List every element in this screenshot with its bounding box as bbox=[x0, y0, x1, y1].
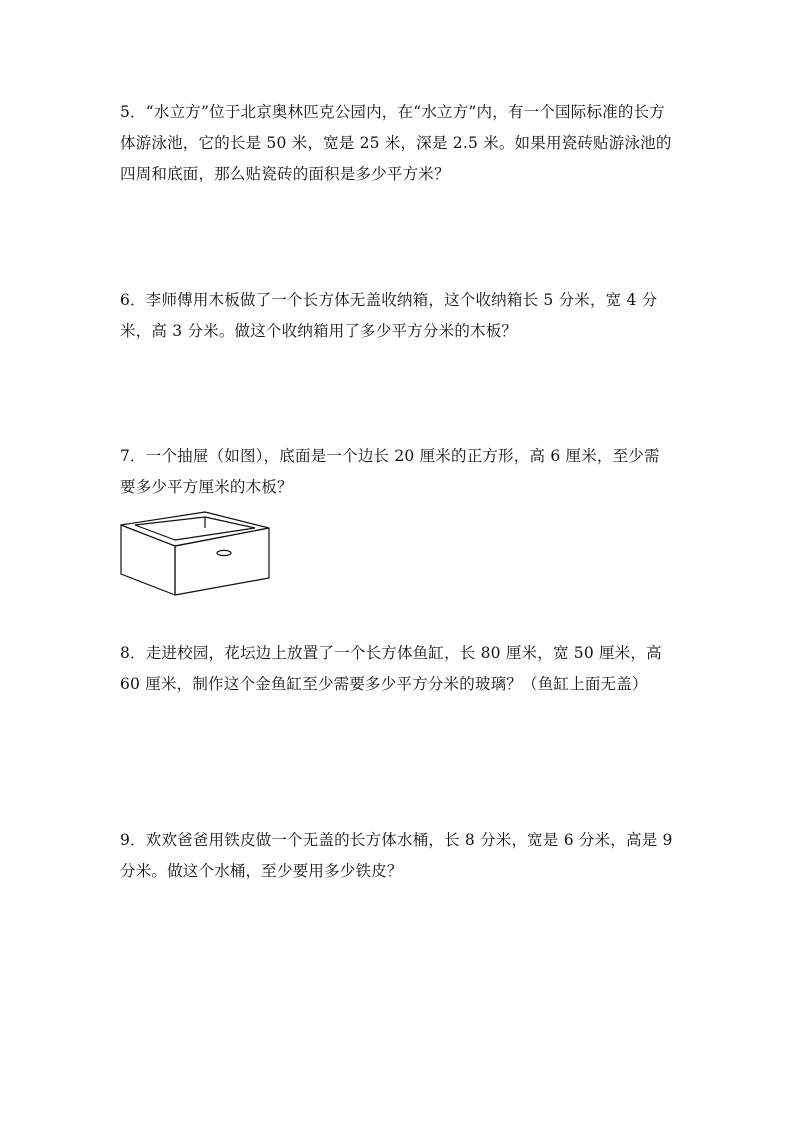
problem-7 bbox=[120, 441, 676, 503]
problem-6-line-2: 米，高 3 分米。做这个收纳箱用了多少平方分米的木板？ bbox=[120, 322, 518, 340]
problem-8-line-2: 60 厘米，制作这个金鱼缸至少需要多少平方分米的玻璃？（鱼缸上面无盖） bbox=[120, 675, 648, 693]
problem-6-line-1: 6．李师傅用木板做了一个长方体无盖收纳箱，这个收纳箱长 5 分米，宽 4 分 bbox=[120, 291, 658, 309]
problem-5-line-2: 体游泳池，它的长是 50 米，宽是 25 米，深是 2.5 米。如果用瓷砖贴游泳池的 bbox=[120, 134, 672, 152]
problem-7-line-1: 7．一个抽屉（如图），底面是一个边长 20 厘米的正方形，高 6 厘米，至少需 bbox=[120, 447, 660, 465]
problem-5 bbox=[120, 97, 676, 190]
problem-7-line-2: 要多少平方厘米的木板？ bbox=[120, 478, 293, 496]
problem-9 bbox=[120, 825, 676, 887]
drawer-left-face bbox=[121, 525, 175, 595]
problem-9-line-1: 9．欢欢爸爸用铁皮做一个无盖的长方体水桶，长 8 分米，宽是 6 分米，高是 9 bbox=[120, 831, 673, 849]
drawer-figure bbox=[119, 510, 271, 596]
drawer-inner-back-edge bbox=[135, 517, 255, 528]
problem-6 bbox=[120, 285, 676, 347]
problem-5-line-3: 四周和底面，那么贴瓷砖的面积是多少平方米？ bbox=[120, 165, 450, 183]
problem-8-line-1: 8．走进校园，花坛边上放置了一个长方体鱼缸，长 80 厘米，宽 50 厘米，高 bbox=[120, 644, 662, 662]
problem-9-line-2: 分米。做这个水桶，至少要用多少铁皮？ bbox=[120, 862, 403, 880]
problem-8 bbox=[120, 638, 676, 700]
drawer-handle-icon bbox=[217, 550, 231, 555]
problem-5-line-1: 5．“水立方”位于北京奥林匹克公园内，在“水立方”内，有一个国际标准的长方 bbox=[120, 103, 665, 121]
